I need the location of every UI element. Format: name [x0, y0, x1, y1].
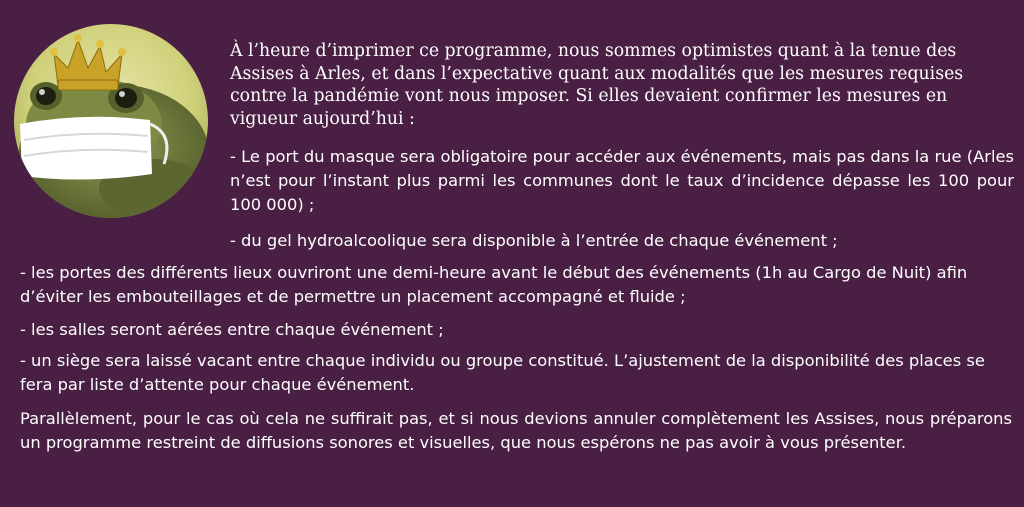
list-item-mask: - Le port du masque sera obligatoire pour accéder aux événements, mais pas dans la rue (Arles n’est pour l’instant plus parmi les communes dont le taux d’incidence dépasse les 100 pour 100 000) ; [230, 147, 1014, 214]
frog-with-crown-and-mask-image [14, 24, 208, 218]
list-item-rooms: - les salles seront aérées entre chaque événement ; [20, 320, 444, 339]
intro-paragraph: À l’heure d’imprimer ce programme, nous sommes optimistes quant à la tenue des Assises à Arles, et dans l’expectative quant aux modalités que les mesures requises contre la pandémie vont nous imposer. Si elles devaient confirmer les mesures en vigueur aujourd’hui : [230, 41, 964, 129]
closing-paragraph: Parallèlement, pour le cas où cela ne suffirait pas, et si nous devions annuler complètement les Assises, nous préparons un programme restreint de diffusions sonores et visuelles, que nous espérons ne pas avoir à vous présenter. [20, 409, 1012, 452]
list-item-seats: - un siège sera laissé vacant entre chaque individu ou groupe constitué. L’ajustement de la disponibilité des places se fera par liste d’attente pour chaque événement. [20, 351, 985, 394]
list-item-gel: - du gel hydroalcoolique sera disponible à l’entrée de chaque événement ; [230, 231, 838, 250]
list-item-doors: - les portes des différents lieux ouvriront une demi-heure avant le début des événements (1h au Cargo de Nuit) afin d’éviter les embouteillages et de permettre un placement accompagné et fluide ; [20, 263, 968, 306]
